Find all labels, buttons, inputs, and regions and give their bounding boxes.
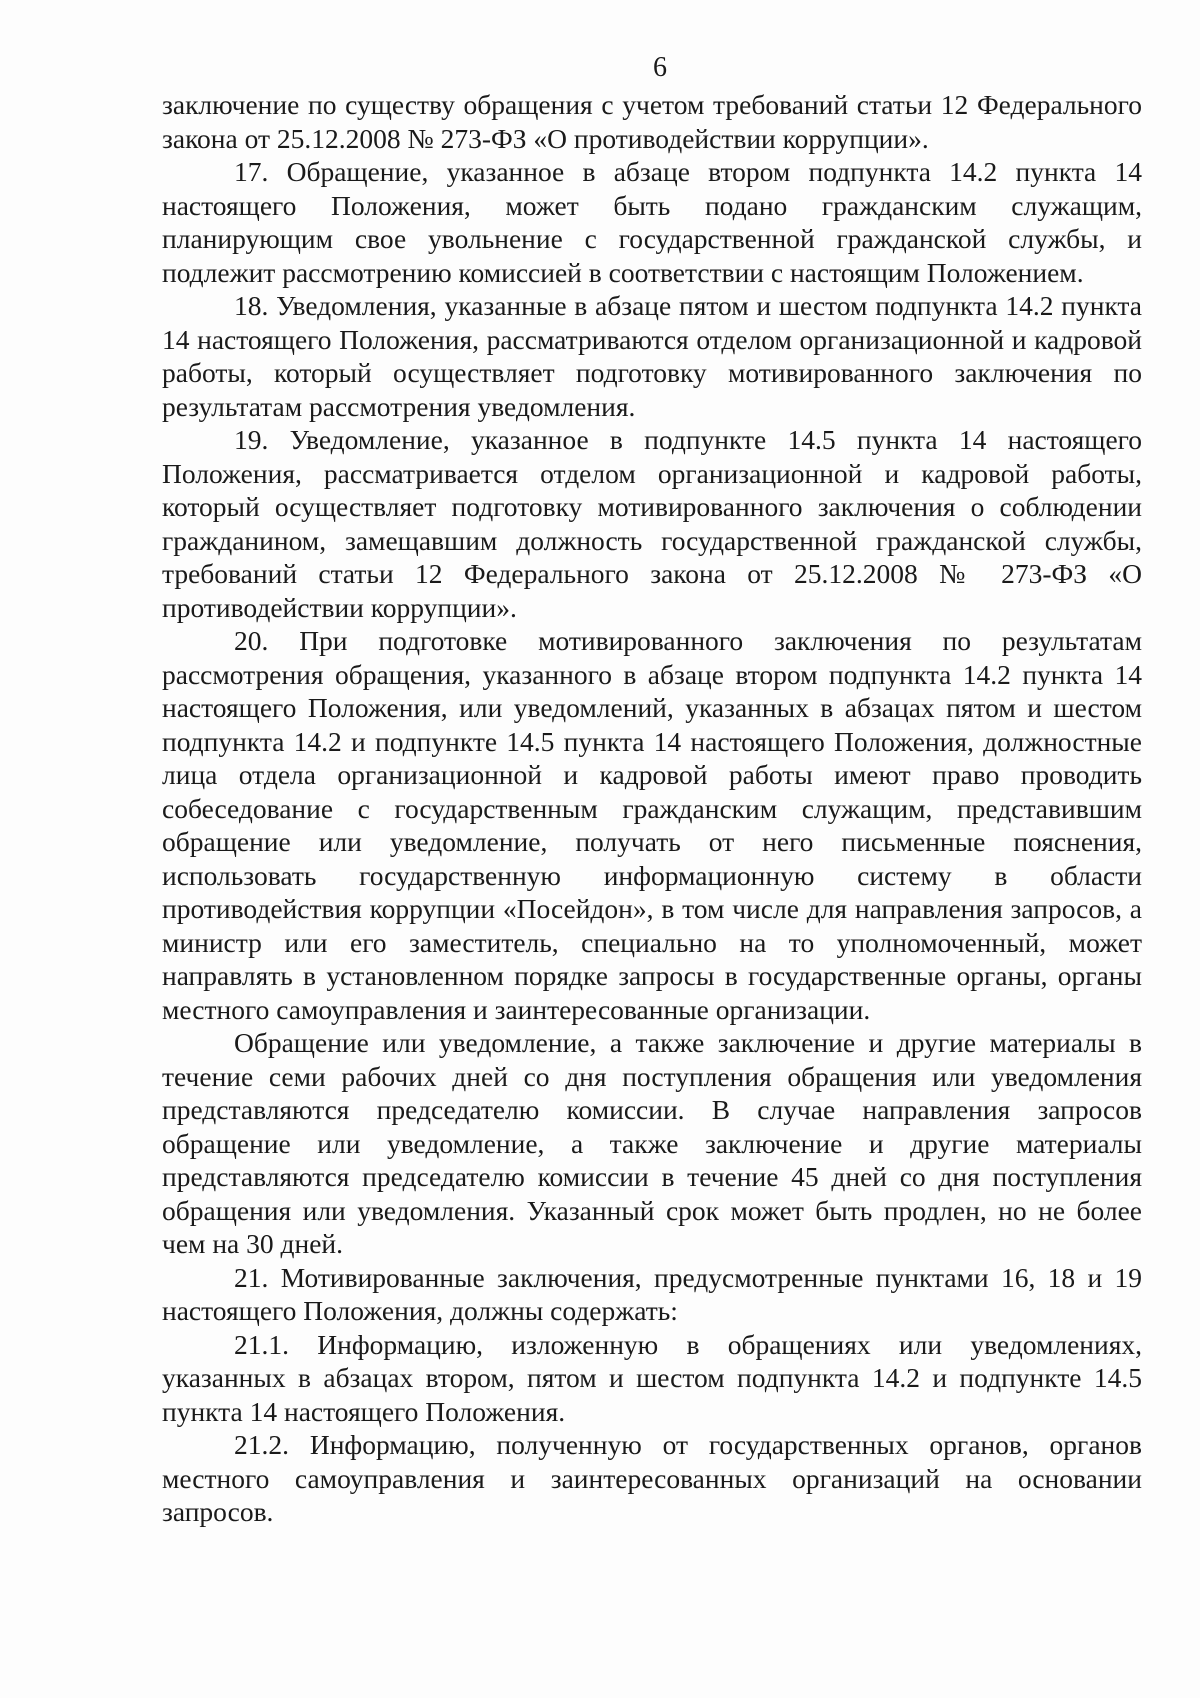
- paragraph-21-1: 21.1. Информацию, изложенную в обращениях или уведомлениях, указанных в абзацах втором, пятом и шестом подпункта 14.2 и подпункте 14.5 пункта 14 настоящего Положения.: [162, 1328, 1142, 1427]
- paragraph-19: 19. Уведомление, указанное в подпункте 14.5 пункта 14 настоящего Положения, рассматривается отделом организационной и кадровой работы, который осуществляет подготовку мотивированного заключения о соблюдении гражданином, замещавшим должность государственной гражданской службы, требований статьи 12 Федерального закона от 25.12.2008 № 273-ФЗ «О противодействии коррупции».: [162, 424, 1142, 623]
- paragraph-17: 17. Обращение, указанное в абзаце втором подпункта 14.2 пункта 14 настоящего Положения, может быть подано гражданским служащим, планирующим свое увольнение с государственной гражданской службы, и подлежит рассмотрению комиссией в соответствии с настоящим Положением.: [162, 156, 1142, 288]
- paragraph-21: 21. Мотивированные заключения, предусмотренные пунктами 16, 18 и 19 настоящего Положения, должны содержать:: [162, 1261, 1142, 1326]
- paragraph-21-2: 21.2. Информацию, полученную от государственных органов, органов местного самоуправления и заинтересованных организаций на основании запросов.: [162, 1429, 1142, 1527]
- page-number: 6: [653, 52, 667, 83]
- paragraph-18: 18. Уведомления, указанные в абзаце пятом и шестом подпункта 14.2 пункта 14 настоящего Положения, рассматриваются отделом организационной и кадровой работы, который осуществляет подготовку мотивированного заключения по результатам рассмотрения уведомления.: [162, 290, 1142, 422]
- document-body: [162, 88, 1142, 1529]
- paragraph-20: 20. При подготовке мотивированного заключения по результатам рассмотрения обращения, указанного в абзаце втором подпункта 14.2 пункта 14 настоящего Положения, или уведомлений, указанных в абзацах пятом и шестом подпункта 14.2 и подпункте 14.5 пункта 14 настоящего Положения, должностные лица отдела организационной и кадровой работы имеют право проводить собеседование с государственным гражданским служащим, представившим обращение или уведомление, получать от него письменные пояснения, использовать государственную информационную систему в области противодействия коррупции «Посейдон», в том числе для направления запросов, а министр или его заместитель, специально на то уполномоченный, может направлять в установленном порядке запросы в государственные органы, органы местного самоуправления и заинтересованные организации.: [162, 625, 1142, 1025]
- paragraph-continuation: заключение по существу обращения с учетом требований статьи 12 Федерального закона от 25.12.2008 № 273-ФЗ «О противодействии коррупции».: [162, 89, 1142, 154]
- paragraph-20-second: Обращение или уведомление, а также заключение и другие материалы в течение семи рабочих дней со дня поступления обращения или уведомления представляются председателю комиссии. В случае направления запросов обращение или уведомление, а также заключение и другие материалы представляются председателю комиссии в течение 45 дней со дня поступления обращения или уведомления. Указанный срок может быть продлен, но не более чем на 30 дней.: [162, 1027, 1142, 1259]
